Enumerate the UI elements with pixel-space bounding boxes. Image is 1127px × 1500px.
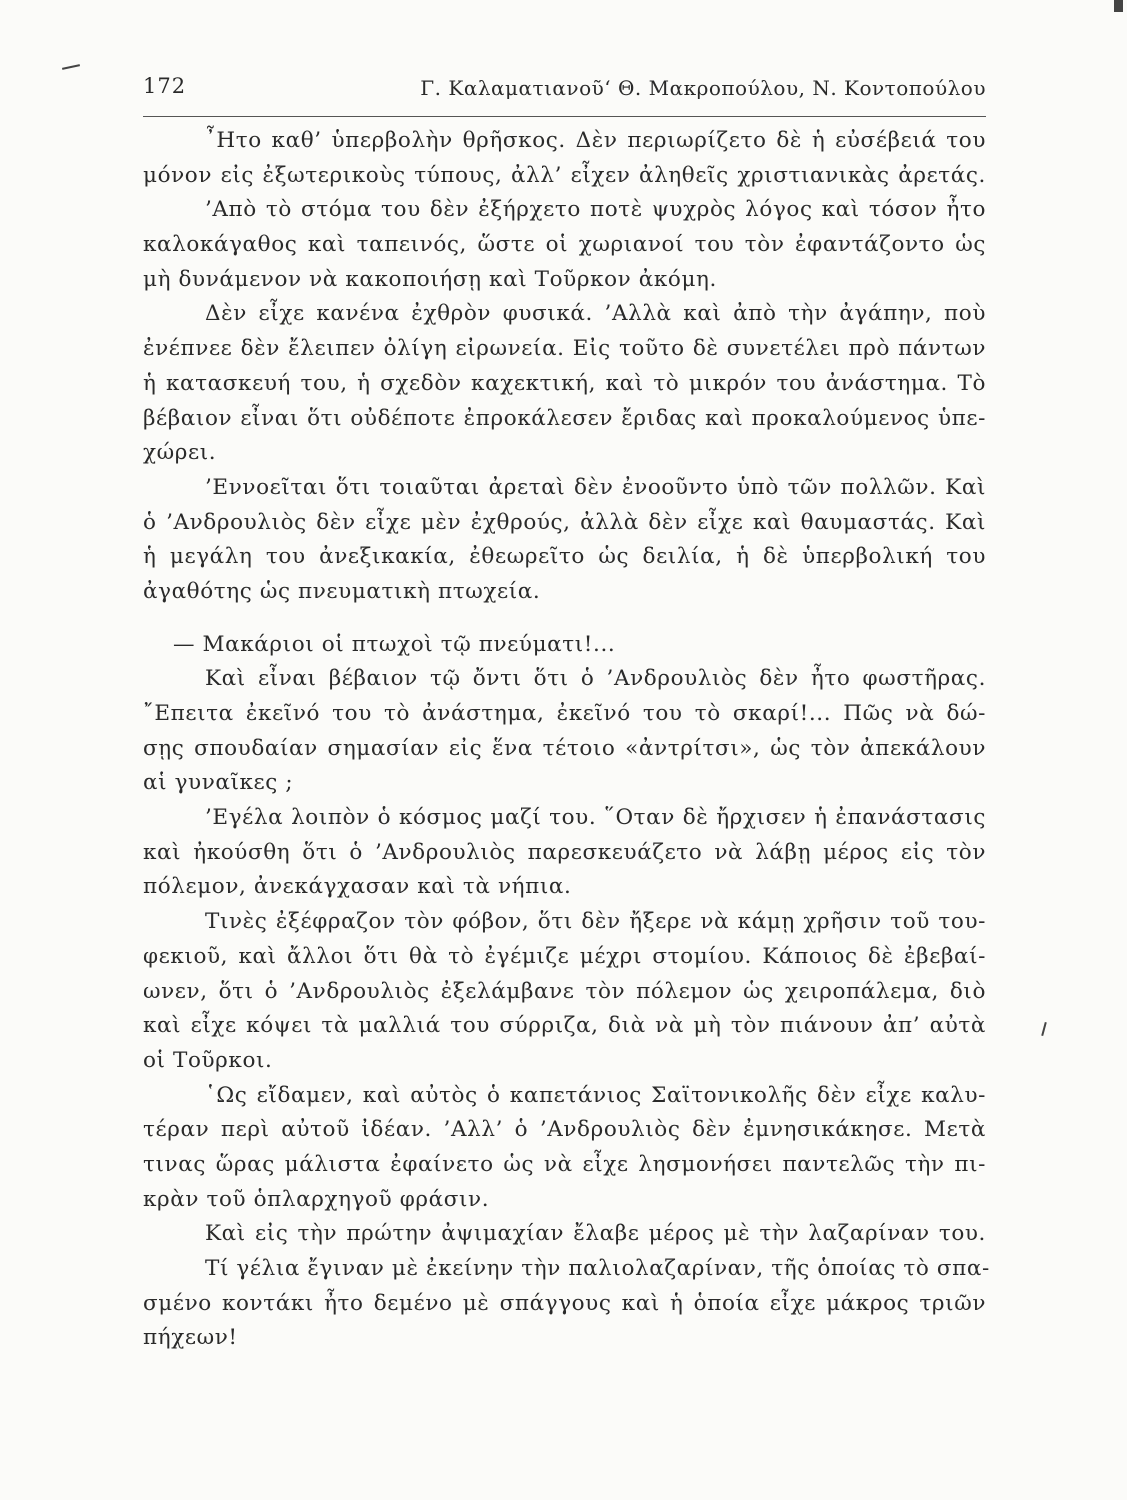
text-line: ὁ ’Ανδρουλιὸς δὲν εἶχε μὲν ἐχθρούς, ἀλλὰ δὲν εἶχε καὶ θαυμαστάς. Καὶ [143, 509, 986, 535]
page-header [143, 74, 986, 110]
body-text [143, 124, 990, 1356]
text-line: Καὶ εἶναι βέβαιον τῷ ὄντι ὅτι ὁ ’Ανδρουλιὸς δὲν ἦτο φωστῆρας. [205, 666, 986, 692]
text-line: ῎Επειτα ἐκεῖνό του τὸ ἀνάστημα, ἐκεῖνό του τὸ σκαρί!... Πῶς νὰ δώ- [143, 701, 986, 726]
text-line: πήχεων! [143, 1325, 238, 1351]
running-head: Γ. Καλαματιανοῦ‘ Θ. Μακροπούλου, Ν. Κοντοπούλου [420, 76, 986, 100]
text-line: τέραν περὶ αὐτοῦ ἰδέαν. ’Αλλ’ ὁ ’Ανδρουλιὸς δὲν ἐμνησικάκησε. Μετὰ [143, 1117, 986, 1143]
text-line: καλοκάγαθος καὶ ταπεινός, ὥστε οἱ χωριανοί του τὸν ἐφαντάζοντο ὡς [143, 232, 986, 258]
text-line: Δὲν εἶχε κανένα ἐχθρὸν φυσικά. ’Αλλὰ καὶ ἀπὸ τὴν ἀγάπην, ποὺ [205, 301, 986, 327]
text-line: ῏Ητο καθ’ ὑπερβολὴν θρῆσκος. Δὲν περιωρίζετο δὲ ἡ εὐσέβειά του [205, 128, 986, 153]
text-line: Καὶ εἰς τὴν πρώτην ἀψιμαχίαν ἔλαβε μέρος μὲ τὴν λαζαρίναν του. [205, 1221, 986, 1247]
text-line: ἡ μεγάλη του ἀνεξικακία, ἐθεωρεῖτο ὡς δειλία, ἡ δὲ ὑπερβολική του [143, 544, 986, 570]
text-line: φεκιοῦ, καὶ ἄλλοι ὅτι θὰ τὸ ἐγέμιζε μέχρι στομίου. Κάποιος δὲ ἐβεβαί- [143, 943, 986, 969]
text-line: ῾Ως εἴδαμεν, καὶ αὐτὸς ὁ καπετάνιος Σαϊτονικολῆς δὲν εἶχε καλυ- [205, 1082, 986, 1108]
text-line: μόνον εἰς ἐξωτερικοὺς τύπους, ἀλλ’ εἶχεν ἀληθεῖς χριστιανικὰς ἀρετάς. [143, 162, 986, 188]
header-rule [143, 116, 986, 117]
text-line: οἱ Τοῦρκοι. [143, 1047, 273, 1073]
text-line: Τινὲς ἐξέφραζον τὸν φόβον, ὅτι δὲν ἤξερε νὰ κάμῃ χρῆσιν τοῦ του- [205, 909, 986, 935]
text-line: καὶ εἶχε κόψει τὰ μαλλιά του σύρριζα, διὰ νὰ μὴ τὸν πιάνουν ἀπ’ αὐτὰ [143, 1013, 986, 1039]
text-line: ἐνέπνεε δὲν ἔλειπεν ὀλίγη εἰρωνεία. Εἰς τοῦτο δὲ συνετέλει πρὸ πάντων [143, 336, 986, 362]
paragraph-gap [143, 610, 986, 628]
text-line: ’Απὸ τὸ στόμα του δὲν ἐξήρχετο ποτὲ ψυχρὸς λόγος καὶ τόσον ἦτο [205, 197, 986, 223]
text-line: ωνεν, ὅτι ὁ ’Ανδρουλιὸς ἐξελάμβανε τὸν πόλεμον ὡς χειροπάλεμα, διὸ [143, 978, 986, 1004]
text-line: — Μακάριοι οἱ πτωχοὶ τῷ πνεύματι!... [173, 631, 616, 657]
text-line: σῃς σπουδαίαν σημασίαν εἰς ἕνα τέτοιο «ἀντρίτσι», ὡς τὸν ἀπεκάλουν [143, 735, 986, 761]
page-number: 172 [143, 74, 187, 98]
scan-mark [1041, 1022, 1047, 1036]
text-line: τινας ὥρας μάλιστα ἐφαίνετο ὡς νὰ εἶχε λησμονήσει παντελῶς τὴν πι- [143, 1151, 986, 1177]
text-line: μὴ δυνάμενον νὰ κακοποιήσῃ καὶ Τοῦρκον ἀκόμη. [143, 266, 717, 292]
text-line: Τί γέλια ἔγιναν μὲ ἐκείνην τὴν παλιολαζαρίναν, τῆς ὁποίας τὸ σπα- [205, 1256, 990, 1281]
scan-mark [1114, 0, 1123, 12]
text-line: καὶ ἠκούσθη ὅτι ὁ ’Ανδρουλιὸς παρεσκευάζετο νὰ λάβῃ μέρος εἰς τὸν [143, 839, 986, 865]
scan-mark [62, 64, 80, 70]
text-line: αἱ γυναῖκες ; [143, 770, 294, 796]
text-line: κρὰν τοῦ ὁπλαρχηγοῦ φράσιν. [143, 1186, 490, 1212]
text-line: πόλεμον, ἀνεκάγχασαν καὶ τὰ νήπια. [143, 874, 572, 900]
text-line: ἡ κατασκευή του, ἡ σχεδὸν καχεκτική, καὶ τὸ μικρόν του ἀνάστημα. Τὸ [143, 370, 986, 396]
text-line: ’Εγέλα λοιπὸν ὁ κόσμος μαζί του. ῞Οταν δὲ ἤρχισεν ἡ ἐπανάστασις [205, 805, 986, 831]
text-line: ’Εννοεῖται ὅτι τοιαῦται ἀρεταὶ δὲν ἐνοοῦντο ὑπὸ τῶν πολλῶν. Καὶ [205, 474, 986, 500]
text-line: χώρει. [143, 440, 217, 466]
text-line: σμένο κοντάκι ἦτο δεμένο μὲ σπάγγους καὶ ἡ ὁποία εἶχε μάκρος τριῶν [143, 1290, 986, 1316]
text-line: βέβαιον εἶναι ὅτι οὐδέποτε ἐπροκάλεσεν ἔριδας καὶ προκαλούμενος ὑπε- [143, 405, 986, 431]
text-line: ἀγαθότης ὡς πνευματικὴ πτωχεία. [143, 578, 541, 604]
